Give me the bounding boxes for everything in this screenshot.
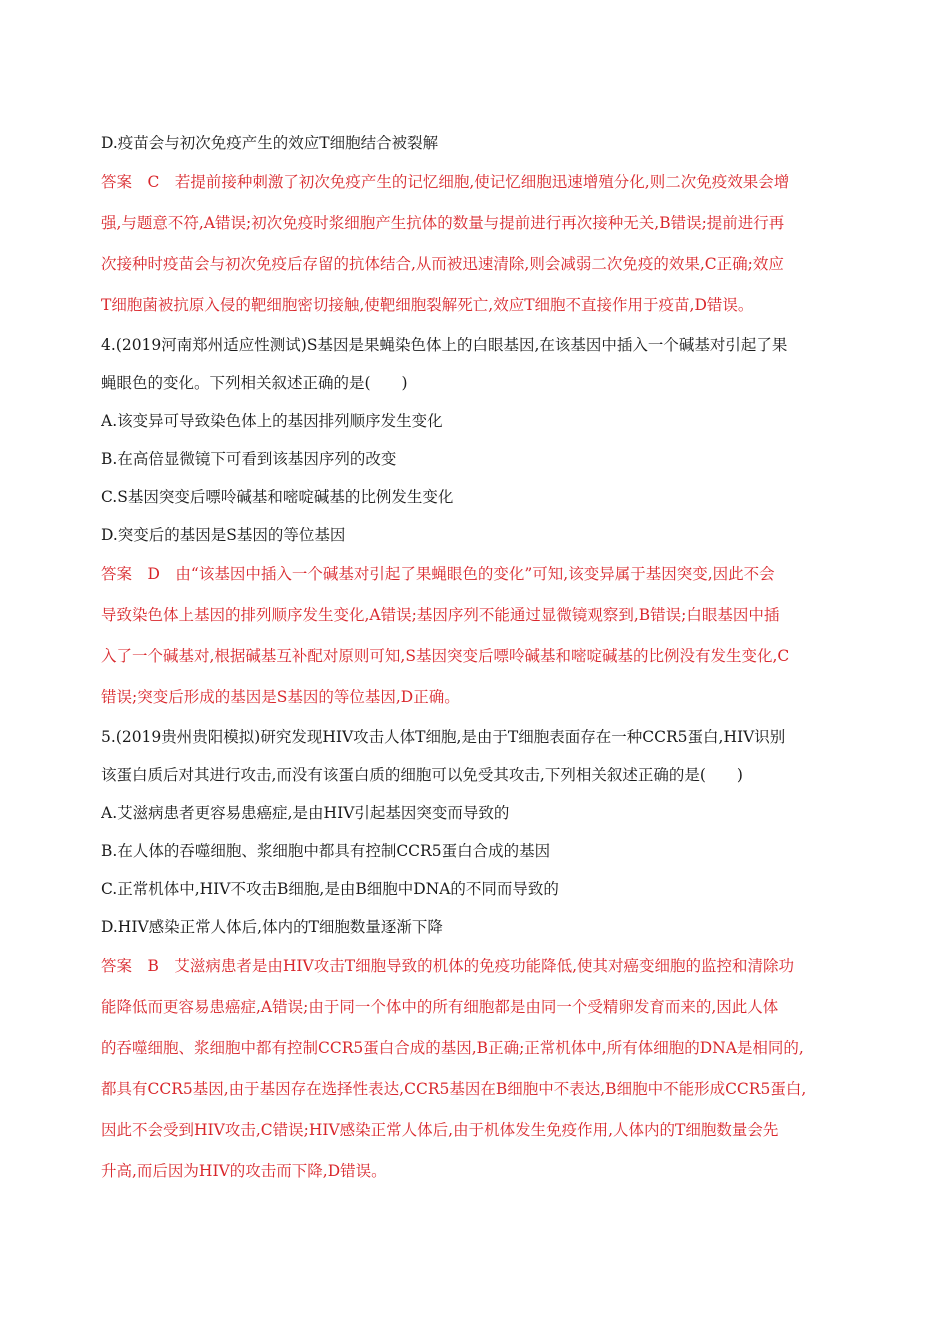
answer-line: 因此不会受到HIV攻击,C错误;HIV感染正常人体后,由于机体发生免疫作用,人体内的T细胞数量会先 bbox=[101, 1121, 779, 1139]
text-line: 蝇眼色的变化。下列相关叙述正确的是( ) bbox=[101, 374, 408, 392]
answer-line: 入了一个碱基对,根据碱基互补配对原则可知,S基因突变后嘌呤碱基和嘧啶碱基的比例没有发生变化,C bbox=[101, 647, 790, 665]
question-4-stem bbox=[101, 326, 855, 402]
question-4-options bbox=[101, 402, 855, 554]
answer-line: 升高,而后因为HIV的攻击而下降,D错误。 bbox=[101, 1162, 387, 1180]
option-a: A.艾滋病患者更容易患癌症,是由HIV引起基因突变而导致的 bbox=[101, 804, 510, 822]
answer-line: 导致染色体上基因的排列顺序发生变化,A错误;基因序列不能通过显微镜观察到,B错误;白眼基因中插 bbox=[101, 606, 780, 624]
answer-5 bbox=[101, 946, 855, 1192]
answer-line: 答案 B 艾滋病患者是由HIV攻击T细胞导致的机体的免疫功能降低,使其对癌变细胞的监控和清除功 bbox=[101, 957, 794, 975]
option-d: D.HIV感染正常人体后,体内的T细胞数量逐渐下降 bbox=[101, 918, 443, 936]
answer-line: 的吞噬细胞、浆细胞中都有控制CCR5蛋白合成的基因,B正确;正常机体中,所有体细胞的DNA是相同的, bbox=[101, 1039, 804, 1057]
option-b: B.在高倍显微镜下可看到该基因序列的改变 bbox=[101, 450, 397, 468]
question-3-option-d bbox=[101, 124, 855, 162]
answer-line: T细胞菌被抗原入侵的靶细胞密切接触,使靶细胞裂解死亡,效应T细胞不直接作用于疫苗,D错误。 bbox=[101, 296, 754, 314]
answer-line: 次接种时疫苗会与初次免疫后存留的抗体结合,从而被迅速清除,则会减弱二次免疫的效果,C正确;效应 bbox=[101, 255, 784, 273]
answer-line: 错误;突变后形成的基因是S基因的等位基因,D正确。 bbox=[101, 688, 460, 706]
answer-line: 强,与题意不符,A错误;初次免疫时浆细胞产生抗体的数量与提前进行再次接种无关,B错误;提前进行再 bbox=[101, 214, 785, 232]
text-line: D.疫苗会与初次免疫产生的效应T细胞结合被裂解 bbox=[101, 134, 439, 152]
option-b: B.在人体的吞噬细胞、浆细胞中都具有控制CCR5蛋白合成的基因 bbox=[101, 842, 551, 860]
option-c: C.S基因突变后嘌呤碱基和嘧啶碱基的比例发生变化 bbox=[101, 488, 454, 506]
answer-4 bbox=[101, 554, 855, 718]
answer-line: 答案 D 由“该基因中插入一个碱基对引起了果蝇眼色的变化”可知,该变异属于基因突变,因此不会 bbox=[101, 565, 775, 583]
answer-line: 答案 C 若提前接种刺激了初次免疫产生的记忆细胞,使记忆细胞迅速增殖分化,则二次免疫效果会增 bbox=[101, 173, 790, 191]
answer-line: 都具有CCR5基因,由于基因存在选择性表达,CCR5基因在B细胞中不表达,B细胞中不能形成CCR5蛋白, bbox=[101, 1080, 807, 1098]
text-line: 5.(2019贵州贵阳模拟)研究发现HIV攻击人体T细胞,是由于T细胞表面存在一种CCR5蛋白,HIV识别 bbox=[101, 728, 786, 746]
text-line: 4.(2019河南郑州适应性测试)S基因是果蝇染色体上的白眼基因,在该基因中插入一个碱基对引起了果 bbox=[101, 336, 788, 354]
answer-3 bbox=[101, 162, 855, 326]
option-c: C.正常机体中,HIV不攻击B细胞,是由B细胞中DNA的不同而导致的 bbox=[101, 880, 559, 898]
answer-line: 能降低而更容易患癌症,A错误;由于同一个体中的所有细胞都是由同一个受精卵发育而来的,因此人体 bbox=[101, 998, 779, 1016]
option-d: D.突变后的基因是S基因的等位基因 bbox=[101, 526, 346, 544]
option-a: A.该变异可导致染色体上的基因排列顺序发生变化 bbox=[101, 412, 443, 430]
document-content bbox=[101, 124, 855, 1192]
question-5-options bbox=[101, 794, 855, 946]
question-5-stem bbox=[101, 718, 855, 794]
text-line: 该蛋白质后对其进行攻击,而没有该蛋白质的细胞可以免受其攻击,下列相关叙述正确的是( ) bbox=[101, 766, 743, 784]
